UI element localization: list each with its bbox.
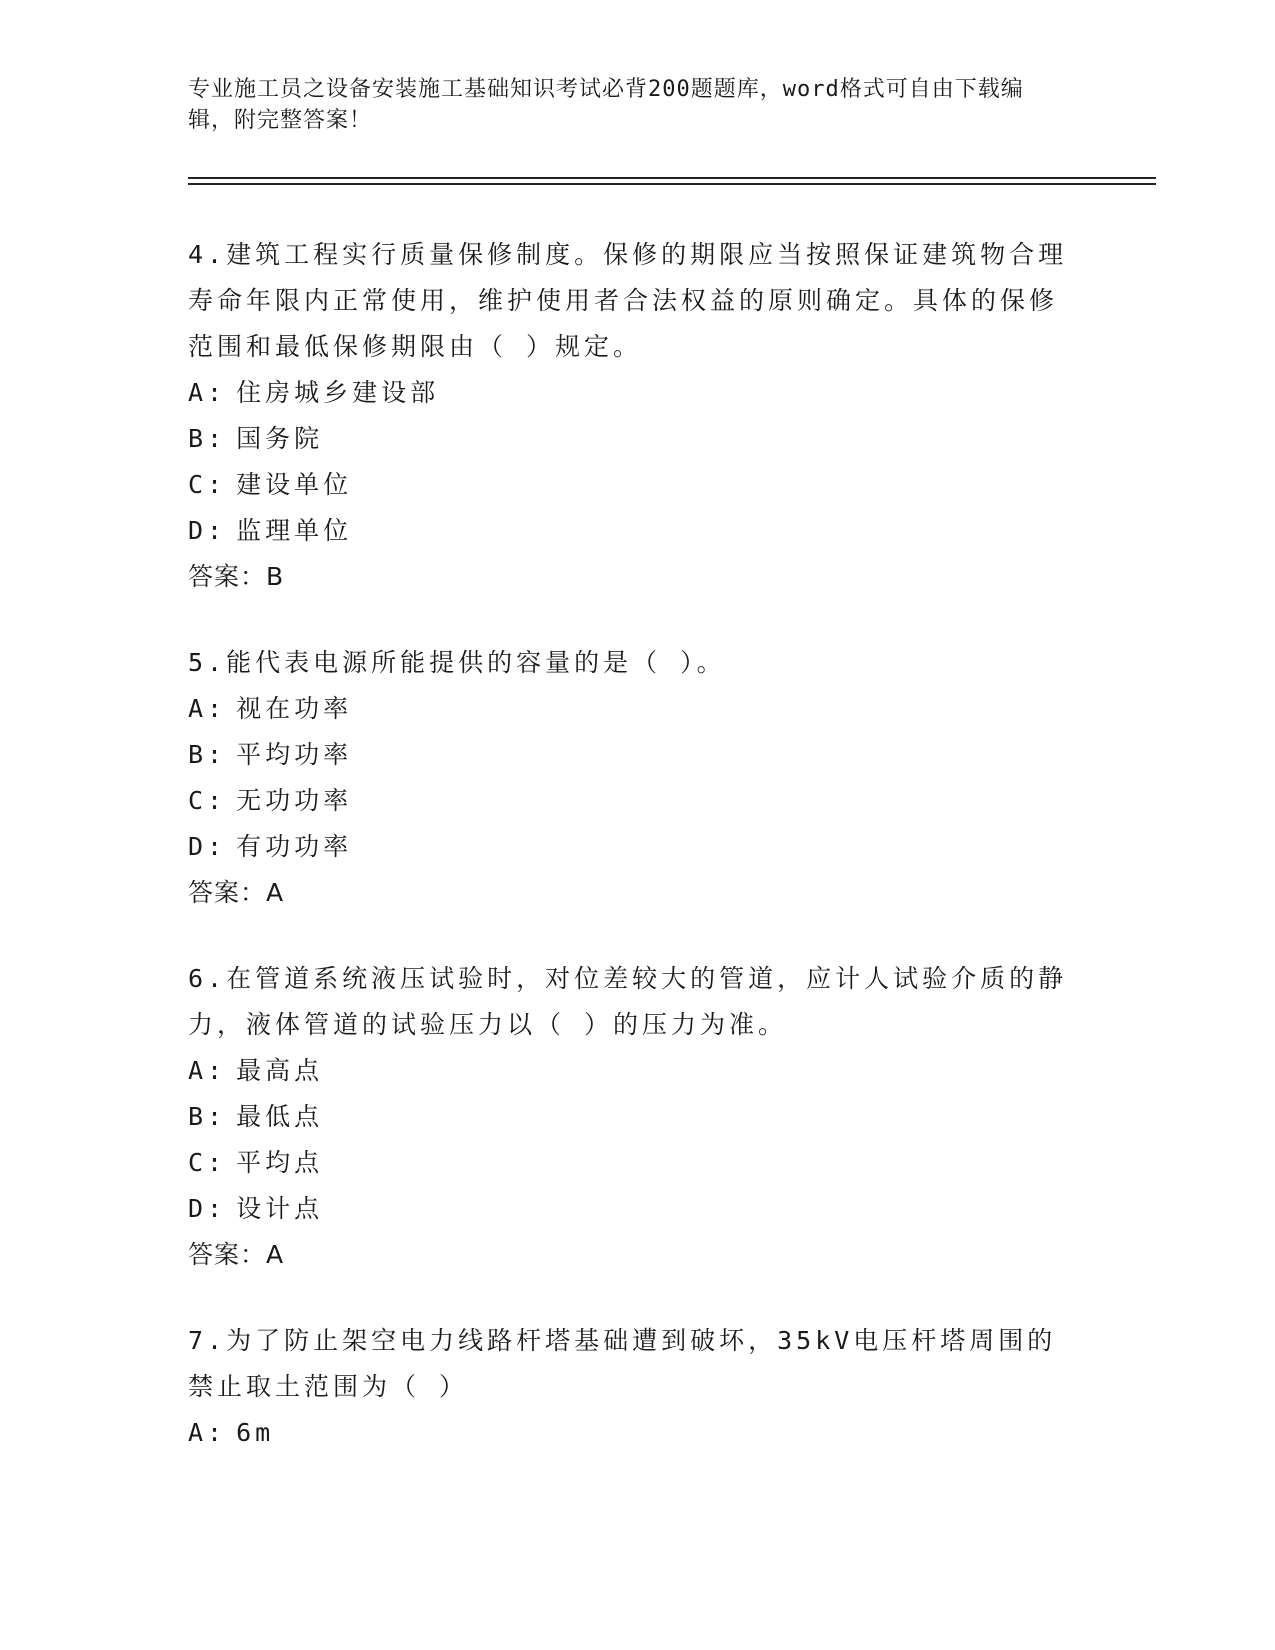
- option-label: C:: [188, 1148, 227, 1177]
- answer-line: 答案：A: [188, 878, 285, 907]
- option-label: C:: [188, 470, 227, 499]
- option-a: [188, 1410, 1078, 1456]
- option-label: D:: [188, 832, 227, 861]
- answer-line: 答案：B: [188, 562, 285, 591]
- question-list: [188, 232, 1078, 1496]
- option-label: C:: [188, 786, 227, 815]
- option-text: 最高点: [236, 1056, 324, 1085]
- question-text: 6.在管道系统液压试验时，对位差较大的管道，应计人试验介质的静力，液体管道的试验压力以（ ）的压力为准。: [188, 964, 1068, 1039]
- option-label: D:: [188, 516, 227, 545]
- option-a: [188, 370, 1078, 416]
- option-label: A:: [188, 694, 227, 723]
- question-7: [188, 1318, 1078, 1456]
- question-5: [188, 640, 1078, 916]
- option-c: [188, 1140, 1078, 1186]
- option-label: A:: [188, 1056, 227, 1085]
- option-text: 6m: [236, 1418, 275, 1447]
- option-b: [188, 1094, 1078, 1140]
- document-header: 专业施工员之设备安装施工基础知识考试必背200题题库，word格式可自由下载编辑，附完整答案！: [188, 77, 1024, 133]
- option-label: A:: [188, 1418, 227, 1447]
- option-label: B:: [188, 740, 227, 769]
- option-c: [188, 462, 1078, 508]
- option-d: [188, 508, 1078, 554]
- option-text: 平均功率: [236, 740, 353, 769]
- option-text: 设计点: [236, 1194, 324, 1223]
- option-a: [188, 1048, 1078, 1094]
- option-text: 国务院: [236, 424, 324, 453]
- option-text: 平均点: [236, 1148, 324, 1177]
- header-divider-bottom: [188, 183, 1156, 185]
- option-label: A:: [188, 378, 227, 407]
- option-b: [188, 416, 1078, 462]
- option-text: 视在功率: [236, 694, 353, 723]
- header-divider-top: [188, 177, 1156, 179]
- option-label: D:: [188, 1194, 227, 1223]
- option-text: 无功功率: [236, 786, 353, 815]
- option-d: [188, 1186, 1078, 1232]
- option-text: 监理单位: [236, 516, 353, 545]
- question-text: 4.建筑工程实行质量保修制度。保修的期限应当按照保证建筑物合理寿命年限内正常使用，维护使用者合法权益的原则确定。具体的保修范围和最低保修期限由（ ）规定。: [188, 240, 1068, 361]
- option-text: 有功功率: [236, 832, 353, 861]
- option-label: B:: [188, 424, 227, 453]
- question-6: [188, 956, 1078, 1278]
- option-text: 建设单位: [236, 470, 353, 499]
- option-c: [188, 778, 1078, 824]
- option-text: 最低点: [236, 1102, 324, 1131]
- option-d: [188, 824, 1078, 870]
- option-b: [188, 732, 1078, 778]
- option-label: B:: [188, 1102, 227, 1131]
- question-text: 7.为了防止架空电力线路杆塔基础遭到破坏，35kV电压杆塔周围的禁止取土范围为（ ）: [188, 1326, 1057, 1401]
- option-text: 住房城乡建设部: [236, 378, 440, 407]
- answer-line: 答案：A: [188, 1240, 285, 1269]
- question-text: 5.能代表电源所能提供的容量的是（ ）。: [188, 648, 726, 677]
- option-a: [188, 686, 1078, 732]
- question-4: [188, 232, 1078, 600]
